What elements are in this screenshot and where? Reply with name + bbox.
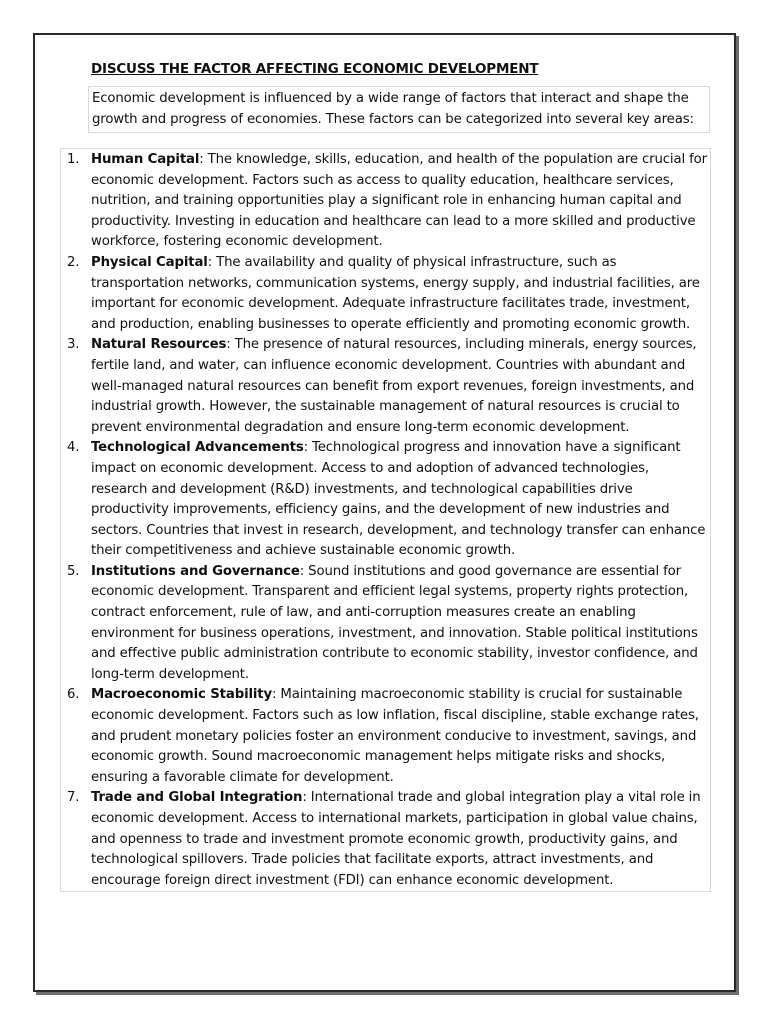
list-item-number: 5. xyxy=(67,563,80,579)
list-item-number: 7. xyxy=(67,790,80,806)
list-item-number: 4. xyxy=(67,440,80,456)
list-item-text: : The knowledge, skills, education, and health of the population are crucial for economic development. Factors such as access to quality education, healthcare services, nutrition, and training opportunities play a significant role in enhancing human capital and productivity. Investing in education and healthcare can lead to a more skilled and productive workforce, fostering economic development. xyxy=(91,152,707,250)
list-item-term: Trade and Global Integration xyxy=(91,790,303,806)
list-item-number: 2. xyxy=(67,254,80,270)
factors-list-box xyxy=(60,148,711,892)
list-item xyxy=(61,150,710,253)
list-item-text: : Sound institutions and good governance are essential for economic development. Transparent and efficient legal systems, property rights protection, contract enforcement, rule of law, and anti-corruption measures create an enabling environment for business operations, investment, and innovation. Stable political institutions and effective public administration contribute to economic stability, investor confidence, and long-term development. xyxy=(91,563,698,682)
list-item-term: Technological Advancements xyxy=(91,440,304,456)
list-item-text: : The presence of natural resources, including minerals, energy sources, fertile land, and water, can influence economic development. Countries with abundant and well-managed natural resources can benefit from export revenues, foreign investments, and industrial growth. However, the sustainable management of natural resources is crucial to prevent environmental degradation and ensure long-term economic development. xyxy=(91,337,697,435)
list-item-number: 3. xyxy=(67,337,80,353)
document-body xyxy=(35,35,734,990)
list-item-number: 1. xyxy=(67,152,80,167)
list-item-term: Natural Resources xyxy=(91,337,227,353)
list-item-term: Physical Capital xyxy=(91,254,208,270)
list-item-number: 6. xyxy=(67,687,80,703)
list-item-text: : Maintaining macroeconomic stability is crucial for sustainable economic development. Factors such as low inflation, fiscal discipline, stable exchange rates, and prudent monetary policies foster an environment conducive to investment, savings, and economic growth. Sound macroeconomic management helps mitigate risks and shocks, ensuring a favorable climate for development. xyxy=(91,687,699,785)
list-item-term: Macroeconomic Stability xyxy=(91,687,273,703)
list-item xyxy=(61,788,710,891)
list-item xyxy=(61,685,710,788)
list-item xyxy=(61,253,710,335)
list-item-text: : The availability and quality of physical infrastructure, such as transportation networks, communication systems, energy supply, and industrial facilities, are important for economic development. Adequate infrastructure facilitates trade, investment, and production, enabling businesses to operate efficiently and promoting economic growth. xyxy=(91,254,700,332)
list-item-text: : International trade and global integration play a vital role in economic development. Access to international markets, participation in global value chains, and openness to trade and investment promote economic growth, productivity gains, and technological spillovers. Trade policies that facilitate exports, attract investments, and encourage foreign direct investment (FDI) can enhance economic development. xyxy=(91,790,701,888)
document-page xyxy=(33,33,736,992)
factors-list xyxy=(61,150,710,891)
list-item-text: : Technological progress and innovation have a significant impact on economic development. Access to and adoption of advanced technologies, research and development (R&D) investments, and technological capabilities drive productivity improvements, efficiency gains, and the development of new industries and sectors. Countries that invest in research, development, and technology transfer can enhance their competitiveness and achieve sustainable economic growth. xyxy=(91,440,706,559)
list-item xyxy=(61,335,710,438)
list-item xyxy=(61,562,710,686)
list-item xyxy=(61,438,710,562)
document-title: DISCUSS THE FACTOR AFFECTING ECONOMIC DEVELOPMENT xyxy=(91,61,539,77)
list-item-term: Human Capital xyxy=(91,152,200,167)
list-item-term: Institutions and Governance xyxy=(91,563,300,579)
intro-paragraph: Economic development is influenced by a wide range of factors that interact and shape the growth and progress of economies. These factors can be categorized into several key areas: xyxy=(88,86,710,133)
